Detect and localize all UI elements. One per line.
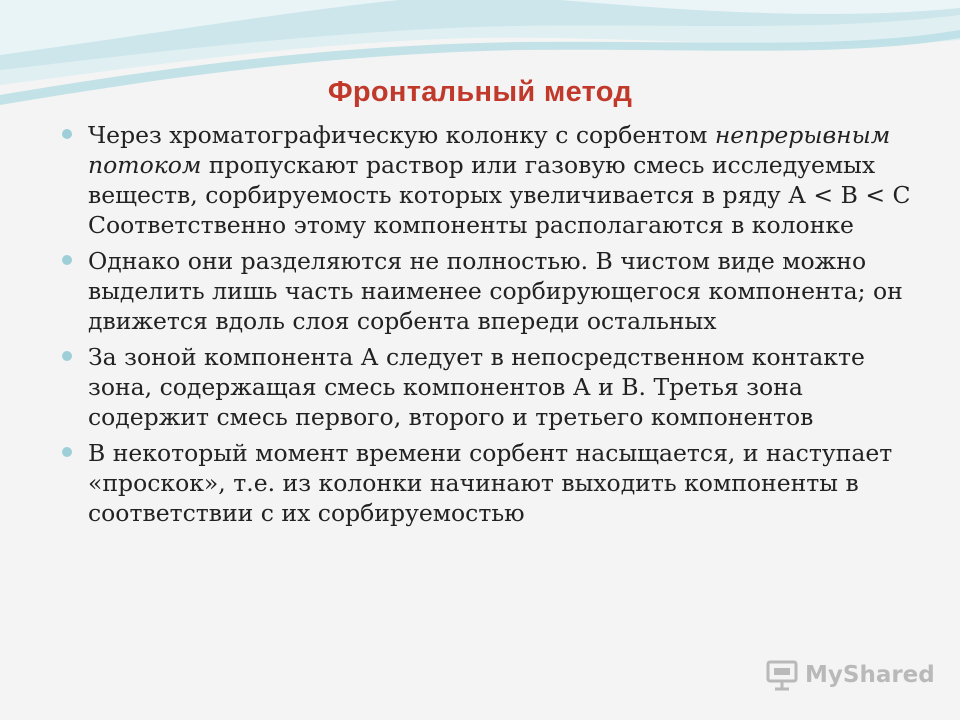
watermark-text: MyShared	[805, 662, 935, 688]
bullet-dot-icon	[62, 255, 72, 265]
bullet-item-2	[58, 246, 918, 336]
bullet-text: В некоторый момент времени сорбент насыщается, и наступает «проскок», т.е. из колонки начинают выходить компоненты в соответствии с их сорбируемостью	[88, 439, 893, 527]
bullet-text: пропускают раствор или газовую смесь исследуемых веществ, сорбируемость которых увеличивается в ряду А < В < С Соответственно этому компоненты располагаются в колонке	[88, 151, 911, 239]
slide-title: Фронтальный метод	[327, 76, 633, 108]
decorative-wave-banner	[0, 0, 960, 140]
bullet-dot-icon	[62, 129, 72, 139]
bullet-italic-text: непрерывным потоком	[88, 121, 891, 179]
bullet-list	[58, 120, 918, 534]
presentation-board-icon	[765, 658, 799, 692]
bullet-text: Однако они разделяются не полностью. В чистом виде можно выделить лишь часть наименее сорбирующегося компонента; он движется вдоль слоя сорбента впереди остальных	[88, 247, 903, 335]
bullet-dot-icon	[62, 351, 72, 361]
bullet-dot-icon	[62, 447, 72, 457]
bullet-item-1	[58, 120, 918, 240]
bullet-item-3	[58, 342, 918, 432]
bullet-item-4	[58, 438, 918, 528]
bullet-text: Через хроматографическую колонку с сорбентом	[88, 121, 715, 149]
bullet-text: За зоной компонента А следует в непосредственном контакте зона, содержащая смесь компонентов А и В. Третья зона содержит смесь первого, второго и третьего компонентов	[88, 343, 865, 431]
watermark	[765, 655, 935, 695]
